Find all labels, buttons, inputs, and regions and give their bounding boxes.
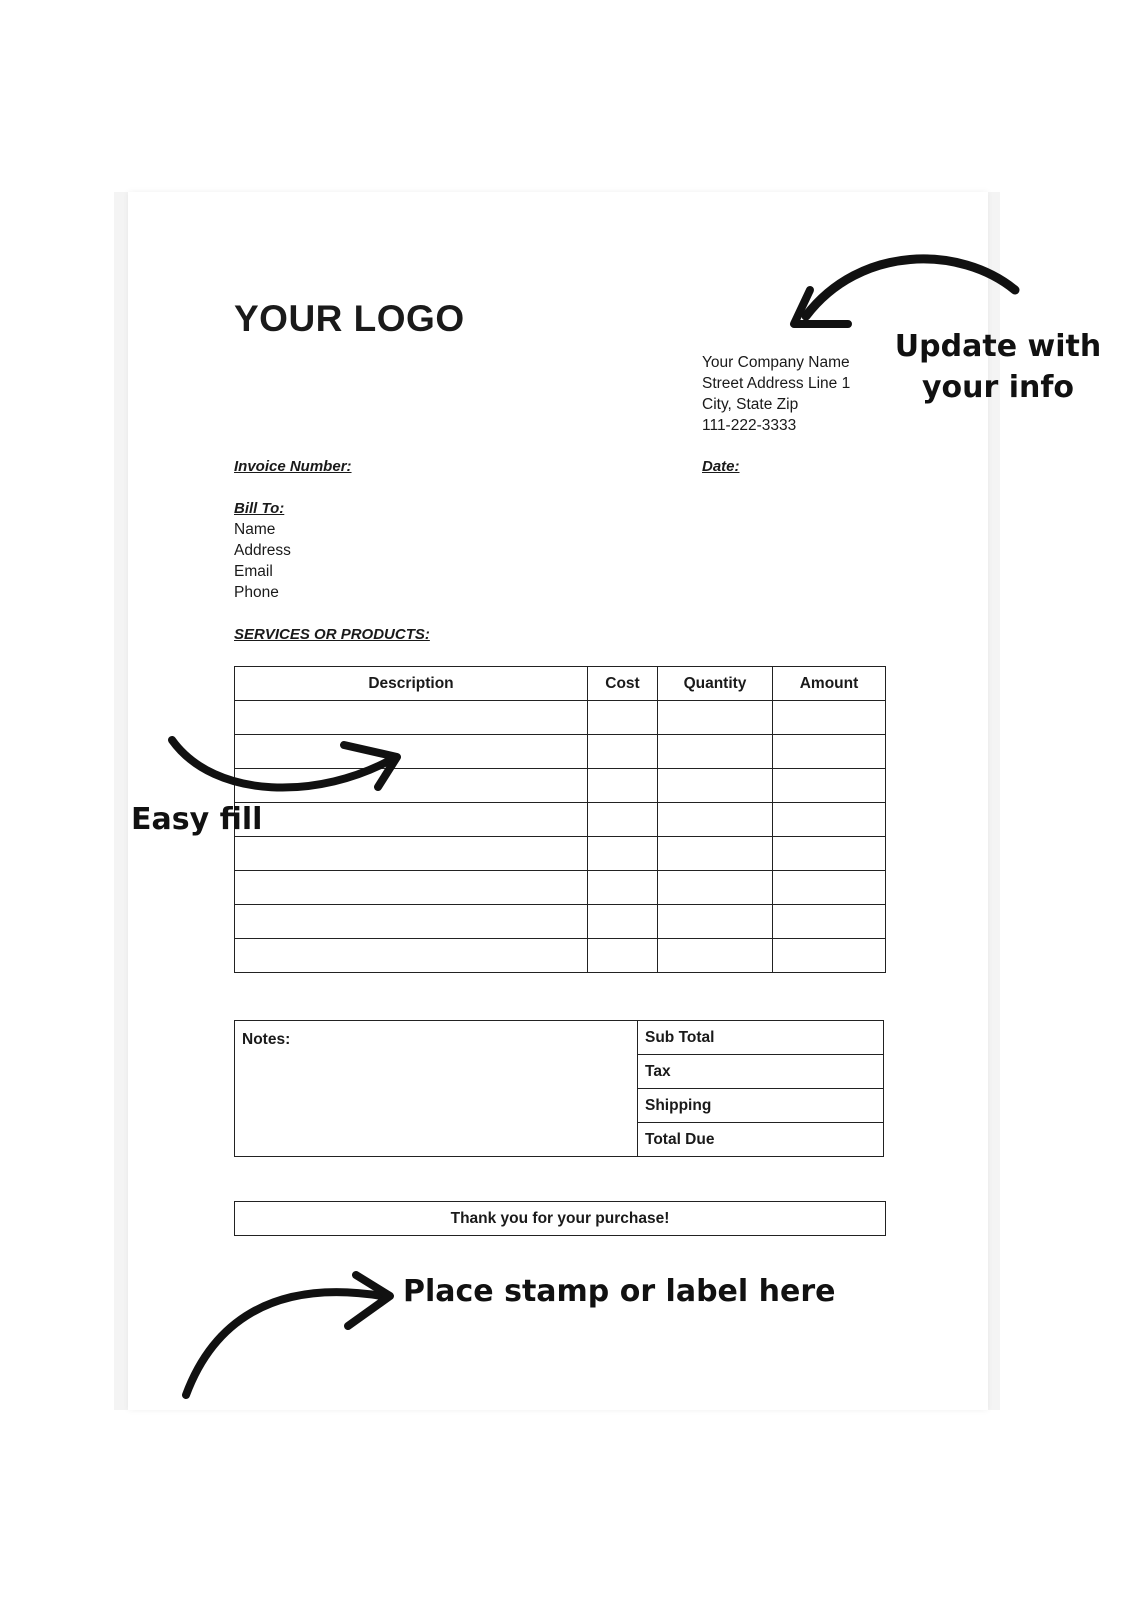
date-label: Date: — [702, 458, 740, 475]
column-description: Description — [235, 667, 588, 701]
arrow-stamp-icon — [186, 1292, 382, 1395]
column-amount: Amount — [773, 667, 886, 701]
company-street: Street Address Line 1 — [702, 375, 851, 392]
logo-placeholder: YOUR LOGO — [234, 298, 465, 339]
bill-to-address: Address — [234, 542, 291, 559]
thank-you-banner: Thank you for your purchase! — [234, 1201, 886, 1236]
sub-total-label: Sub Total — [638, 1021, 884, 1055]
total-due-label: Total Due — [638, 1123, 884, 1157]
company-city: City, State Zip — [702, 396, 799, 413]
notes-label: Notes: — [242, 1031, 291, 1048]
annotation-stamp: Place stamp or label here — [403, 1274, 836, 1309]
shipping-label: Shipping — [638, 1089, 884, 1123]
annotation-update-info: Update with your info — [894, 329, 1102, 405]
bill-to-email: Email — [234, 563, 273, 580]
bill-to-phone: Phone — [234, 584, 279, 601]
invoice-number-label: Invoice Number: — [234, 458, 352, 475]
bill-to-label: Bill To: — [234, 500, 285, 517]
arrow-update-info-icon — [806, 259, 1015, 316]
annotation-easy-fill: Easy fill — [131, 802, 263, 837]
company-name: Your Company Name — [702, 354, 850, 371]
tax-label: Tax — [638, 1055, 884, 1089]
arrowhead-stamp-icon — [348, 1275, 390, 1326]
services-label: SERVICES OR PRODUCTS: — [234, 626, 430, 643]
column-quantity: Quantity — [658, 667, 773, 701]
column-cost: Cost — [588, 667, 658, 701]
company-phone: 111-222-3333 — [702, 417, 797, 434]
bill-to-name: Name — [234, 521, 276, 538]
